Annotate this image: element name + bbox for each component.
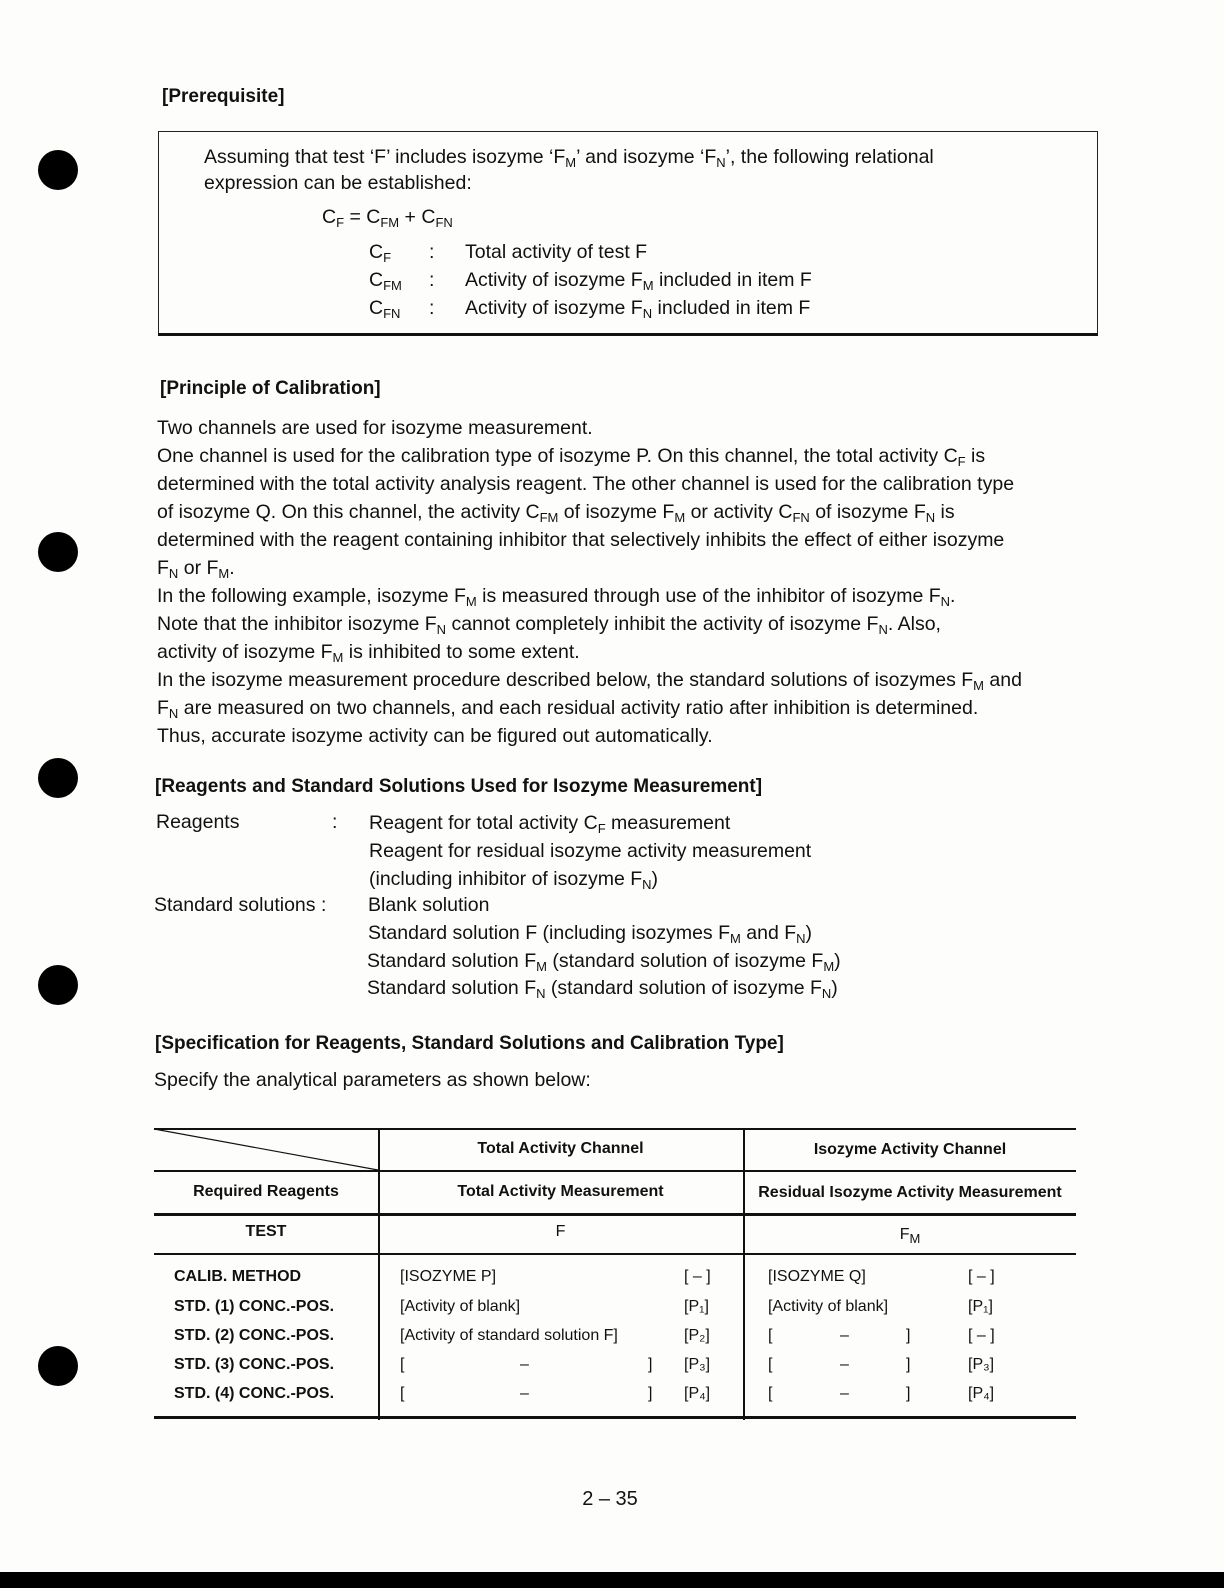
isozyme-std-4-open: [ (768, 1385, 773, 1402)
isozyme-std-2-dash: – (840, 1327, 849, 1344)
isozyme-calib-param: [ – ] (968, 1268, 995, 1285)
table-divider (378, 1128, 380, 1420)
reagent-2: Reagent for residual isozyme activity measurement (369, 840, 812, 862)
isozyme-std-4-param: [P₄] (968, 1385, 995, 1402)
isozyme-calib-method: [ISOZYME Q] (768, 1268, 866, 1285)
table-rule (154, 1416, 1076, 1419)
prerequisite-box: Assuming that test ‘F’ includes isozyme ‘$F_M$’ and isozyme ‘$F_N$’, the following relational expression can be established: $C_F = C_{FM} + C_{FN}$ $C_F$ : Total activity of test F $C_{FM}$ : Activity of isozyme $F_M$ included in item F $C_{FN}$ : Activity of isozyme $F_N$ included in item F (158, 131, 1098, 336)
reagents-label: Reagents (156, 811, 240, 833)
page-number: 2 – 35 (582, 1488, 638, 1510)
header-required-reagents: Required Reagents (193, 1183, 339, 1200)
relational-equation: $C_F = C_{FM} + C_{FN}$ (322, 206, 453, 230)
prerequisite-heading: [Prerequisite] (162, 86, 285, 107)
test-fm: $F_M$ (899, 1226, 921, 1246)
total-std-3-open: [ (400, 1356, 405, 1373)
total-calib-method: [ISOZYME P] (400, 1268, 497, 1285)
diagonal-header-line (154, 1128, 378, 1172)
isozyme-std-1-param: [P₁] (968, 1298, 993, 1315)
total-std-4-open: [ (400, 1385, 405, 1402)
total-std-3-dash: – (520, 1356, 529, 1373)
principle-body: Two channels are used for isozyme measurement. One channel is used for the calibration type of isozyme P. On this channel, the total activity $C_F$ is determined with the total activity analysis reagent. The other channel is used for the calibration type of isozyme Q. On this channel, the activity $C_{FM}$ of isozyme $F_M$ or activity $C_{FN}$ of isozyme $F_N$ is determined with the reagent containing inhibitor that selectively inhibits the effect of either isozyme $F_N$ or $F_M$. In the following example, isozyme $F_M$ is measured through use of the inhibitor of isozyme $F_N$. Note that the inhibitor isozyme $F_N$ cannot completely inhibit the activity of isozyme $F_N$. Also, activity of isozyme $F_M$ is inhibited to some extent. In the isozyme measurement procedure described below, the standard solutions of isozymes $F_M$ and $F_N$ are measured on two channels, and each residual activity ratio after inhibition is determined. Thus, accurate isozyme activity can be figured out automatically. (157, 417, 1022, 747)
prerequisite-line-2: expression can be established: (204, 172, 472, 194)
total-std-4-param: [P₄] (684, 1385, 711, 1402)
standard-solution-3: Standard solution $F_M$ (standard solution of isozyme $F_M$) (367, 950, 841, 974)
table-rule (154, 1253, 1076, 1255)
principle-heading: [Principle of Calibration] (160, 378, 381, 399)
bottom-edge-bar (0, 1572, 1224, 1588)
isozyme-std-4-close: ] (906, 1385, 911, 1402)
standard-solution-1: Blank solution (368, 894, 490, 916)
isozyme-std-4-dash: – (840, 1385, 849, 1402)
table-divider (743, 1128, 745, 1420)
total-std-4-dash: – (520, 1385, 529, 1402)
parameter-table (154, 1128, 1076, 1420)
standard-solution-2: Standard solution F (including isozymes $F_M$ and $F_N$) (368, 922, 813, 946)
binder-hole-2 (38, 532, 78, 572)
isozyme-std-3-open: [ (768, 1356, 773, 1373)
isozyme-std-2-close: ] (906, 1327, 911, 1344)
reagents-colon: : (332, 811, 338, 833)
total-std-1-value: [Activity of blank] (400, 1298, 521, 1315)
test-f: F (555, 1223, 566, 1240)
specification-intro: Specify the analytical parameters as shown below: (154, 1069, 591, 1091)
header-total-activity-measurement: Total Activity Measurement (457, 1183, 664, 1200)
binder-hole-4 (38, 965, 78, 1005)
header-test: TEST (245, 1223, 287, 1240)
total-calib-param: [ – ] (684, 1268, 711, 1285)
isozyme-std-3-param: [P₃] (968, 1356, 995, 1373)
binder-hole-1 (38, 150, 78, 190)
total-std-2-param: [P₂] (684, 1327, 710, 1344)
isozyme-std-1-value: [Activity of blank] (768, 1298, 889, 1315)
reagent-1: Reagent for total activity $C_F$ measurement (369, 812, 731, 836)
standard-solution-4: Standard solution $F_N$ (standard solution of isozyme $F_N$) (367, 977, 838, 1001)
table-rule (154, 1213, 1076, 1216)
row-label-std-1: STD. (1) CONC.-POS. (174, 1298, 335, 1315)
prerequisite-line-1: Assuming that test ‘F’ includes isozyme ‘$F_M$’ and isozyme ‘$F_N$’, the following relational (204, 146, 934, 170)
specification-heading: [Specification for Reagents, Standard Solutions and Calibration Type] (155, 1033, 784, 1054)
total-std-1-param: [P₁] (684, 1298, 709, 1315)
header-total-activity-channel: Total Activity Channel (477, 1140, 644, 1157)
isozyme-std-2-param: [ – ] (968, 1327, 995, 1344)
isozyme-std-3-dash: – (840, 1356, 849, 1373)
row-label-std-4: STD. (4) CONC.-POS. (174, 1385, 335, 1402)
binder-hole-5 (38, 1346, 78, 1386)
isozyme-std-2-open: [ (768, 1327, 773, 1344)
reagent-2-note: (including inhibitor of isozyme $F_N$) (369, 868, 659, 892)
row-label-std-2: STD. (2) CONC.-POS. (174, 1327, 335, 1344)
header-residual-isozyme-measurement: Residual Isozyme Activity Measurement (758, 1184, 1062, 1201)
header-isozyme-activity-channel: Isozyme Activity Channel (813, 1141, 1007, 1158)
row-label-std-3: STD. (3) CONC.-POS. (174, 1356, 335, 1373)
standard-solutions-label: Standard solutions : (154, 894, 327, 916)
isozyme-std-3-close: ] (906, 1356, 911, 1373)
reagents-heading: [Reagents and Standard Solutions Used for Isozyme Measurement] (155, 776, 763, 797)
total-std-3-param: [P₃] (684, 1356, 711, 1373)
total-std-3-close: ] (648, 1356, 653, 1373)
total-std-4-close: ] (648, 1385, 653, 1402)
row-label-calib-method: CALIB. METHOD (174, 1268, 302, 1285)
total-std-2-value: [Activity of standard solution F] (400, 1327, 618, 1344)
binder-hole-3 (38, 758, 78, 798)
